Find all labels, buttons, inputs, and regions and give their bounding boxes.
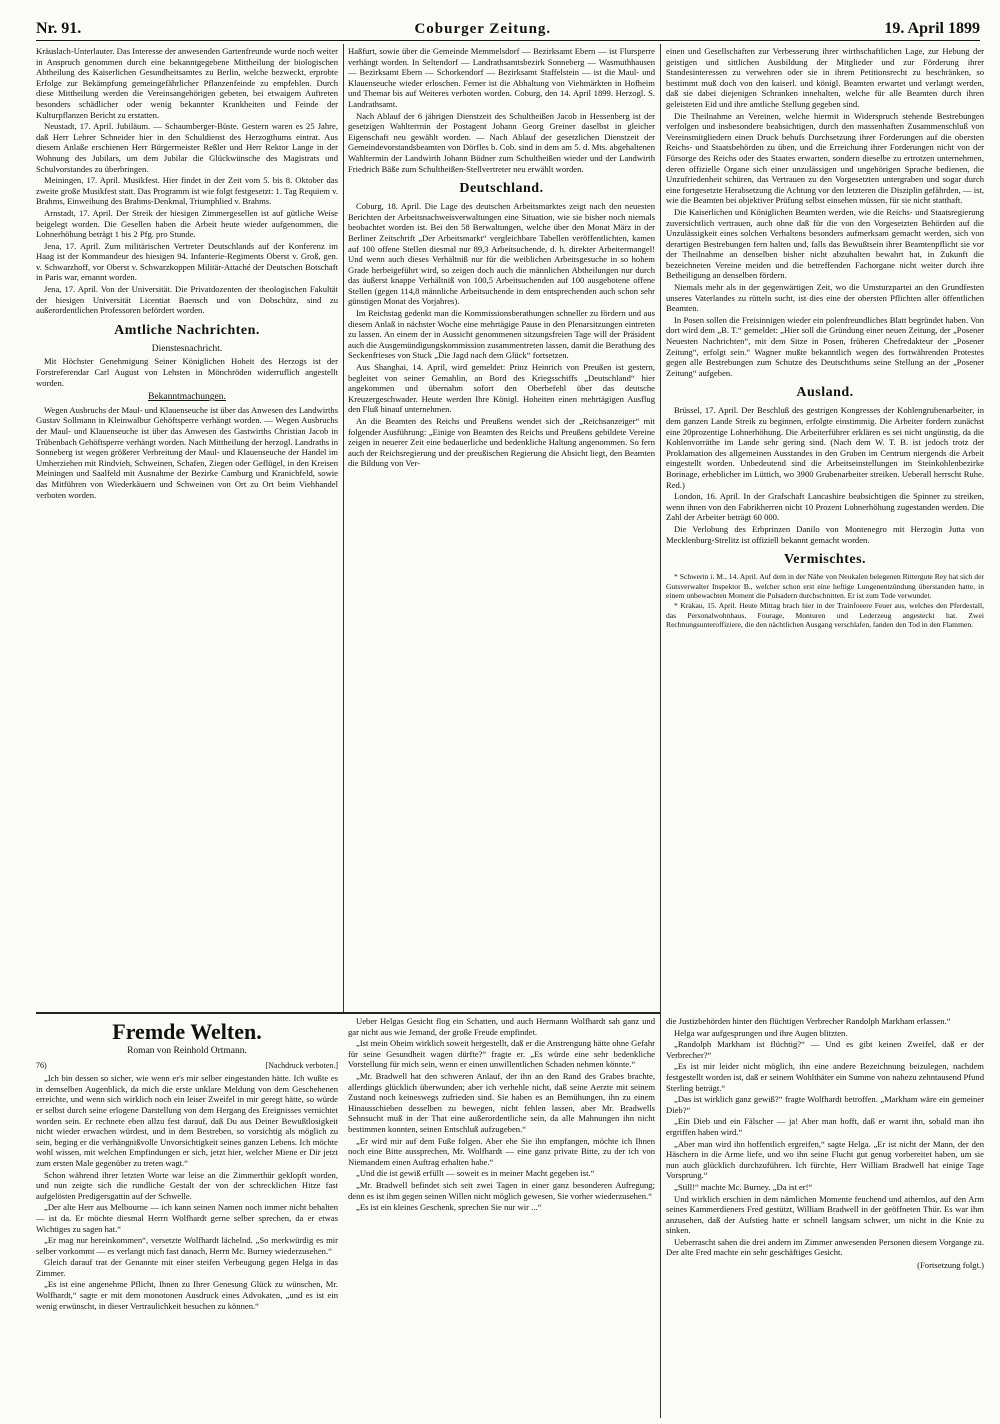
issue-number: Nr. 91. [36, 20, 82, 37]
novel-text: „Ist mein Oheim wirklich soweit hergestellt, daß er die Anstrengung hätte ohne Gefahr für seine Gesundheit wagen dürfte?“ fragte er. „Es würde eine sehr bedenkliche Vorstellung für mich sein, wenn er einen unwillentlichen Schaden nehmen könnte.“ [348, 1038, 655, 1070]
article-text: Niemals mehr als in der gegenwärtigen Zeit, wo die Umsturzpartei an den Grundfesten unseres Vaterlandes zu rütteln sucht, ist dies eine der obersten Pflichten aller öffentlichen Beamten. [666, 282, 984, 314]
novel-meta [36, 1061, 338, 1072]
column-1 [36, 46, 338, 1008]
article-text: Im Reichstag gedenkt man die Kommissionsberathungen schneller zu fördern und aus diesem Anlaß in nächster Woche eine mehrtägige Pause in den Plenarsitzungen eintreten zu lassen. An einem der in Aussicht genommenen sitzungsfreien Tage will der Präsident auch die Ausgemündigungskommission zusammentreten lassen, damit die Berathung des Seckenfrieses von Stuck „Die Jagd nach dem Glück“ fortsetzen. [348, 308, 655, 361]
article-text: Wegen Ausbruchs der Maul- und Klauenseuche ist über das Anwesen des Landwirths Gustav Sollmann in Kleinwalbur Gehöftsperre verhängt worden. — Wegen Ausbruchs der Maul- und Klauenseuche ist über das Anwesen des Gastwirths Christian Jacob in Trübenbach Gehöftsperre verhängt worden. Nach Mittheilung der herzogl. Landraths in Sonneberg ist wegen größerer Verbreitung der Maul- und Klauenseuche der Handel im Umherziehen mit Rindvieh, Schweinen, Schafen, Ziegen oder Geflügel, in den Kreisen Meiningen und Saalfeld mit Ausnahme der Bezirke Camburg und Kranichfeld, sowie das Mitführen von Wiederkäuern und Schweinen von Ort zu Ort beim Viehhandel verboten worden. [36, 404, 338, 500]
novel-column-3 [666, 1016, 984, 1418]
article-text: In Posen sollen die Freisinnigen wieder ein polenfreundliches Blatt begründet haben. Von dort wird dem „B. T.“ gemeldet: „Hier soll die Gründung einer neuen Zeitung, der „Posener Neuesten Nachrichten“, mit dem Sitze in Posen, früheren Chefredakteur der „Posener Zeitung“, erfolgt sein.“ Wagner mußte bekanntlich wegen des fortwährenden Protestes gegen alle Bestrebungen zum Schutze des Deutschthums seine Stellung an der „Posener Zeitung“ aufgeben. [666, 314, 984, 378]
column-divider [343, 44, 344, 1012]
installment-number: 76) [36, 1060, 47, 1070]
novel-text: „Das ist wirklich ganz gewiß?“ fragte Wolfhardt betroffen. „Markham wäre ein gemeiner Dieb?“ [666, 1094, 984, 1115]
section-heading-deutschland: Deutschland. [459, 181, 544, 197]
novel-text: „Der alte Herr aus Melbourne — ich kann seinen Namen noch immer nicht behalten — ist da. Er möchte diesmal Herrn Wolfhardt gerne selber sprechen, da er etwas Wichtiges zu sagen hat.“ [36, 1202, 338, 1234]
issue-date: 19. April 1899 [884, 20, 980, 37]
article-text: einen und Gesellschaften zur Verbesserung ihrer wirthschaftlichen Lage, zur Hebung der geistigen und sittlichen Ausbildung der Mitglieder und zur Förderung ihrer Standesinteressen zu verwehren oder sie in ihrem Petitionsrecht zu beschränken, so bestimmt muß doch von den kaiserl. und königl. Beamten erwartet und verlangt werden, daß sie dabei diejenigen Schranken innehalten, welche für alle Beamten durch ihren geleisteten Eid und ihre amtliche Stellung gegeben sind. [666, 46, 984, 109]
article-text: An die Beamten des Reichs und Preußens wendet sich der „Reichsanzeiger“ mit folgender Ausführung: „Einige von Beamten des Reichs und Preußens gebildete Vereine zeigen in neuerer Zeit eine bedauerliche und bedenkliche Haltung angenommen. So fern auch der Reichsregierung und der preußischen Regierung die Absicht liegt, den Beamten die Bildung von Ver- [348, 416, 655, 469]
novel-text: „Es ist ein kleines Geschenk, sprechen Sie nur wir ...“ [356, 1202, 542, 1213]
article-text: Neustadt, 17. April. Jubiläum. — Schaumberger-Büste. Gestern waren es 25 Jahre, daß Herr Lehrer Schneider hier in den Schuldienst des Herzogthums eintrat. Aus diesem Anlaße erschienen Herr Bürgermeister Reßler und Herr Rektor Lange in der Wohnung des Jubilars, um dem Jubilar die Glückwünsche des Magistrats und Schulvorstandes zu überbringen. [36, 121, 338, 174]
section-heading-ausland: Ausland. [796, 385, 854, 401]
novel-text: Ueber Helgas Gesicht flog ein Schatten, und auch Hermann Wolfhardt sah ganz und gar nicht aus wie Jemand, der große Freude empfindet. [348, 1016, 655, 1037]
article-text: Jena, 17. April. Zum militärischen Vertreter Deutschlands auf der Konferenz im Haag ist der Kommandeur des hiesigen 94. Infanterie-Regiments Oberst v. Groß, gen. v. Schwarzhoff, vor Oberst v. Schwarzkoppen Militär-Attaché der Deutschen Botschaft in Paris war, ernannt worden. [36, 240, 338, 283]
article-text: * Schwerin i. M., 14. April. Auf dem in der Nähe von Neukalen belegenen Rittergute Rey hat sich der Gutsverwalter Inspektor B., welcher schon erst eine heftige Lungenentzündung überstanden hatte, in einem unbewachten Moment die Pulsadern durchschnitten. Er ist zum Tode verwundet. [666, 572, 984, 600]
article-text: Haßfurt, sowie über die Gemeinde Memmelsdorf — Bezirksamt Ebern — ist Flursperre verhängt worden. In Seltendorf — Landrathsamtsbezirk Sonneberg — Wasmuthhausen — Bezirksamt Ebern — Schorkendorf — Bezirksamt Staffelstein — ist die Maul- und Klauenseuche wieder erloschen. Ferner ist die Abhaltung von Viehmärkten in Hofheim und Themar bis auf Weiteres verboten worden. Coburg, den 14. April 1899. Herzogl. S. Landrathsamt. [348, 46, 655, 109]
novel-text: Helga war aufgesprungen und ihre Augen blitzten. [674, 1027, 848, 1038]
novel-text: „Mr. Bradwell hat den schweren Anlauf, der ihn an den Rand des Grabes brachte, allerdings glücklich überwunden; aber ich verhehle nicht, daß seine Aerzte mit seinem Zustand noch keineswegs zufrieden sind. Sie haben es an Bemühungen, ihn zu einem Hinausschieben desselben zu bewegen, nicht fehlen lassen, aber Mr. Bradwells Sehnsucht muß in der That eine außerordentliche sein, da alle Mahnungen ihn nicht bestimmen konnten, seinen Entschluß aufzugeben.“ [348, 1070, 655, 1134]
novel-text: Und wirklich erschien in dem nämlichen Momente feuchend und athemlos, auf den Arm seines Kammerdieners Fred gestützt, William Bradwell in der geöffneten Thür. Es war ihm anzusehen, daß der Aufstieg hatte er schnell langsam schwer, um nicht in die Knie zu sinken. [666, 1193, 984, 1236]
section-heading-vermischtes: Vermischtes. [783, 552, 867, 568]
article-text: London, 16. April. In der Grafschaft Lancashire beabsichtigen die Spinner zu streiken, wenn ihnen von den Fabrikherren nicht 10 Prozent Lohnerhöhung zugestanden werden. Die Zahl der Arbeiter beträgt 60 000. [666, 491, 984, 523]
article-text: Meiningen, 17. April. Musikfest. Hier findet in der Zeit vom 5. bis 8. Oktober das zweite große Musikfest statt. Das Programm ist wie folgt festgesetzt: 1. Tag Requiem v. Brahms, Einweihung des Brahms-Denkmal, Triumphlied v. Brahms. [36, 175, 338, 207]
feuilleton-rule [36, 1012, 660, 1014]
novel-text: Ueberrascht sahen die drei andern im Zimmer anwesenden Personen diesem Vorgange zu. Der alte Fred machte ein sehr geschäftiges Gesicht. [666, 1236, 984, 1258]
column-divider [660, 44, 661, 1418]
article-text: Coburg, 18. April. Die Lage des deutschen Arbeitsmarktes zeigt nach den neuesten Berichten der Arbeitsnachweisverwaltungen eine Situation, wie sie bisher noch niemals beobachtet worden ist. Bei den 58 Berwaltungen, welche über den Monat März in der Berliner Zeitschrift „Der Arbeitsmarkt“ vergleichbare Tabellen veröffentlichten, kamen auf 100 offene Stellen diesmal nur 89,3 Arbeitsuchende, d. h. direkter Arbeitermangel! Und wenn auch dieses Verhältniß nur für die weiblichen Arbeitsgesuche in so hohem Grade herbeigeführt wird, so zeigen doch auch die männlichen Abtheilungen nur durch das äußerst knappe Verhältniß von 100,5 Arbeitsuchenden auf 100 ausgebotene offene Stellen (gegen 114,8 männliche Arbeitsuchende in dem entsprechenden auch schon sehr günstigen Monat des Vorjahres). [348, 201, 655, 307]
subheading: Dienstesnachricht. [151, 343, 223, 354]
article-text: Arnstadt, 17. April. Der Streik der hiesigen Zimmergesellen ist auf gütliche Weise beigelegt worden. Die Gesellen haben die Arbeit heute wieder aufgenommen, die Lohnerhöhung beträgt 1 bis 2 Pfg. pro Stunde. [36, 207, 338, 240]
article-text: Kräuslach-Unterlauter. Das Interesse der anwesenden Gartenfreunde wurde noch weiter in Anspruch genommen durch eine bekanntgegebene Mittheilung der biologischen Abtheilung des Kaiserlichen Gesundheitsamtes zu Berlin, welche bezweckt, erprobte Erfolge zur Bekämpfung gemeingefährlicher Pflanzenfeinde zu empfehlen. Durch diese Mittheilung werden die Vereinsangehörigen gebeten, bei etwaigem Auftreten besonders schädlicher oder wenig bekannter Krankheiten und Feinde der Kulturpflanzen Bericht zu erstatten. [36, 46, 338, 120]
novel-author: Roman von Reinhold Ortmann. [127, 1046, 247, 1056]
section-heading-amtliche: Amtliche Nachrichten. [114, 322, 260, 338]
novel-text: Schon während ihrer letzten Worte war leise an die Zimmerthür geklopft worden, und nun zeigte sich die rundliche Gestalt der von der schrecklichen Hitze fast aufgelösten Predigersgattin auf der Schwelle. [36, 1169, 338, 1201]
article-text: Brüssel, 17. April. Der Beschluß des gestrigen Kongresses der Kohlengrubenarbeiter, in dem ganzen Lande Streik zu beginnen, erfolgte einstimmig. Die Arbeiter fordern zunächst eine 20prozentige Lohnerhöhung. Die Arbeiterführer erklären es sei nicht ungünstig, da die Kohlenvorräthe im Lande sehr gering sind. (Nach dem W. T. B. ist jedoch trotz der Proklamation des allgemeinen Ausstandes in den Gruben im Centrum niergends die Arbeit eingestellt worden. Unbedeutend sind die Arbeitseinstellungen im Steinkohlenbezirke Borinage, erheblicher im Lüttich, wo 3900 Grubenarbeiter streiken. Ueberall herrscht Ruhe. Red.) [666, 405, 984, 490]
article-text: Die Kaiserlichen und Königlichen Beamten werden, wie die Reichs- und Staatsregierung zuversichtlich vertrauen, auch ohne daß für die von den Vorgesetzten Behörden auf die Unzulässigkeit eines solchen Verhaltens besonders aufmerksam gemacht werden, sich von derartigen Bestrebungen fern halten und, falls das Bewußtsein ihrer Beamtenpflicht sie vor der Theilnahme an denselben bisher nicht abzuhalten bewahrt hat, in Zukunft die bezeichneten Vereine meiden und die betreffenden Fachorgane nicht weiter durch ihre Betheiligung an denselben fördern. [666, 206, 984, 281]
newspaper-name: Coburger Zeitung. [414, 21, 552, 37]
novel-text: die Justizbehörden hinter den flüchtigen Verbrecher Randolph Markham erlassen.“ [666, 1016, 951, 1026]
novel-column-1 [36, 1016, 338, 1418]
novel-text: „Es ist eine angenehme Pflicht, Ihnen zu Ihrer Genesung Glück zu wünschen, Mr. Wolfhardt,“ sagte er mit dem monotonen Ausdruck eines Advokaten, „und es ist ein wenig erwünscht, in dieser Vertraulichkeit besuchen zu können.“ [36, 1279, 338, 1311]
column-2 [348, 46, 655, 1008]
masthead [36, 12, 980, 41]
novel-text: „Und die ist gewiß erfüllt — soweit es in meiner Macht gegeben ist.“ [356, 1168, 595, 1179]
article-text: Die Theilnahme an Vereinen, welche hiermit in Widerspruch stehende Bestrebungen verfolgen und insbesondere beabsichtigen, durch den massenhaften Zusammenschluß von Vereinsmitgliedern einen Druck behufs Durchsetzung ihrer Forderungen auf die obersten Reichs- und Staatsbehörden zu üben, und die Erreichung ihrer Forderungen nicht von der Fürsorge des Reichs oder des Staates erwarten, sondern dieselbe zu ertrotzen unternehmen, deren offizielle Organe sich einer unzulässigen und ungehörigen Sprache bedienen, die Unzufriedenheit schüren, das Vertrauen zu den Vorgesetzten untergraben und sogar durch eine fortgesetzte Herabsetzung die Achtung vor den letzteren die Disziplin gefährden, — ist, wie die Beamten bei objektiver Prüfung selbst einsehen müssen, für sie nicht statthaft. [666, 110, 984, 206]
novel-text: „Es ist mir leider nicht möglich, ihn eine andere Bezeichnung beizulegen, nachdem festgestellt worden ist, daß er seinem Wohlthäter ein Summe von nahezu zehntausend Pfund Sterling beträgt.“ [666, 1061, 984, 1093]
article-text: Die Verlobung des Erbprinzen Danilo von Montenegro mit Herzogin Jutta von Mecklenburg-Strelitz ist offiziell bekannt gemacht worden. [666, 523, 984, 545]
article-text: Jena, 17. April. Von der Universität. Die Privatdozenten der theologischen Fakultät der hiesigen Universität Licentiat Baensch und von Dobschütz, sind zu außerordentlichen Professoren befördert worden. [36, 284, 338, 316]
article-text: * Krakau, 15. April. Heute Mittag brach hier in der Trainfoeere Feuer aus, welches den Pferdestall, das Personalwohnhaus, Fourage, Monturen und Lederzeug angesteckt hat. Zwei Rechnungsunteroffiziere, die den nächtlichen Ausgang verschlafen, fanden den Tod in den Flammen. [666, 601, 984, 630]
column-3 [666, 46, 984, 1012]
novel-text: „Er wird mir auf dem Fuße folgen. Aber ehe Sie ihn empfangen, möchte ich Ihnen noch eine Bitte aussprechen, Mr. Wolfhardt — eine ganz private Bitte, zu der ich von Niemandem einen Auftrag erhalten habe.“ [348, 1135, 655, 1167]
novel-column-2 [348, 1016, 655, 1418]
novel-text: „Er mag nur hereinkommen“, versetzte Wolfhardt lächelnd. „So merkwürdig es mir selber vorkommt — es verlangt mich fast danach, Herrn Mc. Burney wiederzusehen.“ [36, 1235, 338, 1256]
novel-text: „Still!“ machte Mc. Burney. „Da ist er!“ [674, 1181, 813, 1192]
novel-title: Fremde Welten. [112, 1019, 262, 1044]
novel-text: „Ich bin dessen so sicher, wie wenn er's mir selber eingestanden hätte. Ich wußte es in demselben Augenblick, da mich die erste unklare Meldung von dem Geschehenen erreichte, und wenn sich wirklich noch ein leiser Zweifel in mir geregt hätte, so würde er selbst durch seine erlogene Darstellung von dem Hergang des Ereignisses vernichtet worden sein. Er rechnete eben allzu fest darauf, daß Du aus Deiner Bewußtlosigkeit nicht wieder erwachen würdest, und in dem Bestreben, so vorsichtig als möglich zu sein, beging er die verhängnißvolle Unvorsichtigkeit seines ganzen Lebens. Ich möchte wohl wissen, mit welchen Empfindungen er sich, jetzt hier, welcher Miene er Dir jetzt zum ersten Male gegenüber zu treten wagt.“ [36, 1073, 338, 1168]
novel-text: Gleich darauf trat der Genannte mit einer steifen Verbeugung gegen Helga in das Zimmer. [36, 1257, 338, 1278]
article-text: Aus Shanghai, 14. April, wird gemeldet: Prinz Heinrich von Preußen ist gestern, begleitet von seiner Gemahlin, an Bord des Kriegsschiffs „Deutschland“ hier angekommen und übernahm sofort den Oberbefehl über das deutsche Kreuzergeschwader. Heute werden Ihre Königl. Hoheiten einen mehrtägigen Ausflug den Fluß hinauf unternehmen. [348, 362, 655, 415]
novel-text: „Ein Dieb und ein Fälscher — ja! Aber man hofft, daß er warnt ihn, sobald man ihn ergriffen haben wird.“ [666, 1116, 984, 1137]
article-text: Nach Ablauf der 6 jährigen Dienstzeit des Schultheißen Jacob in Hessenberg ist der gesetzigen Wahlterrnin der Postagent Johann Georg Greiner daselbst in gleicher Eigenschaft neu gewählt worden. — Nach Ablauf der gesetzlichen Dienstzeit der Gemeindevorstandsbeamten von Dörfles b. Cob. sind in dem am 5. d. Mts. abgehaltenen Wahltermin der Landwirth Johann Büdner zum Schultheißen wieder und der Landwirth Friedrich Bäße zum Schultheißen-Stellvertreter neu erwählt worden. [348, 110, 655, 174]
continuation-note: (Fortsetzung folgt.) [917, 1260, 984, 1271]
subheading: Bekanntmachungen. [148, 392, 226, 403]
reprint-notice: [Nachdruck verboten.] [265, 1060, 338, 1070]
novel-text: „Randolph Markham ist flüchtig?“ — Und es gibt keinen Zweifel, daß er der Verbrecher?“ [666, 1039, 984, 1060]
novel-text: „Mr. Bradwell befindet sich seit zwei Tagen in einer ganz besonderen Aufregung; denn es ist ihm gegen seinen Willen nicht möglich gewesen, Sie vorher wiederzusehen.“ [348, 1179, 655, 1201]
novel-text: „Aber man wird ihn hoffentlich ergreifen,“ sagte Helga. „Er ist nicht der Mann, der den Häschern in die Arme liefe, und wo ihn seine Flucht gut genug vorbereitet haben, um sie nun auch glücklich durchzuführen. Ich fürchte, Herr William Bradwell hat einige Tage Vorsprung.“ [666, 1138, 984, 1181]
article-text: Mit Höchster Genehmigung Seiner Königlichen Hoheit des Herzogs ist der Forstreferendar Carl August von Lehsten in Mönchröden widerruflich angestellt worden. [36, 356, 338, 388]
